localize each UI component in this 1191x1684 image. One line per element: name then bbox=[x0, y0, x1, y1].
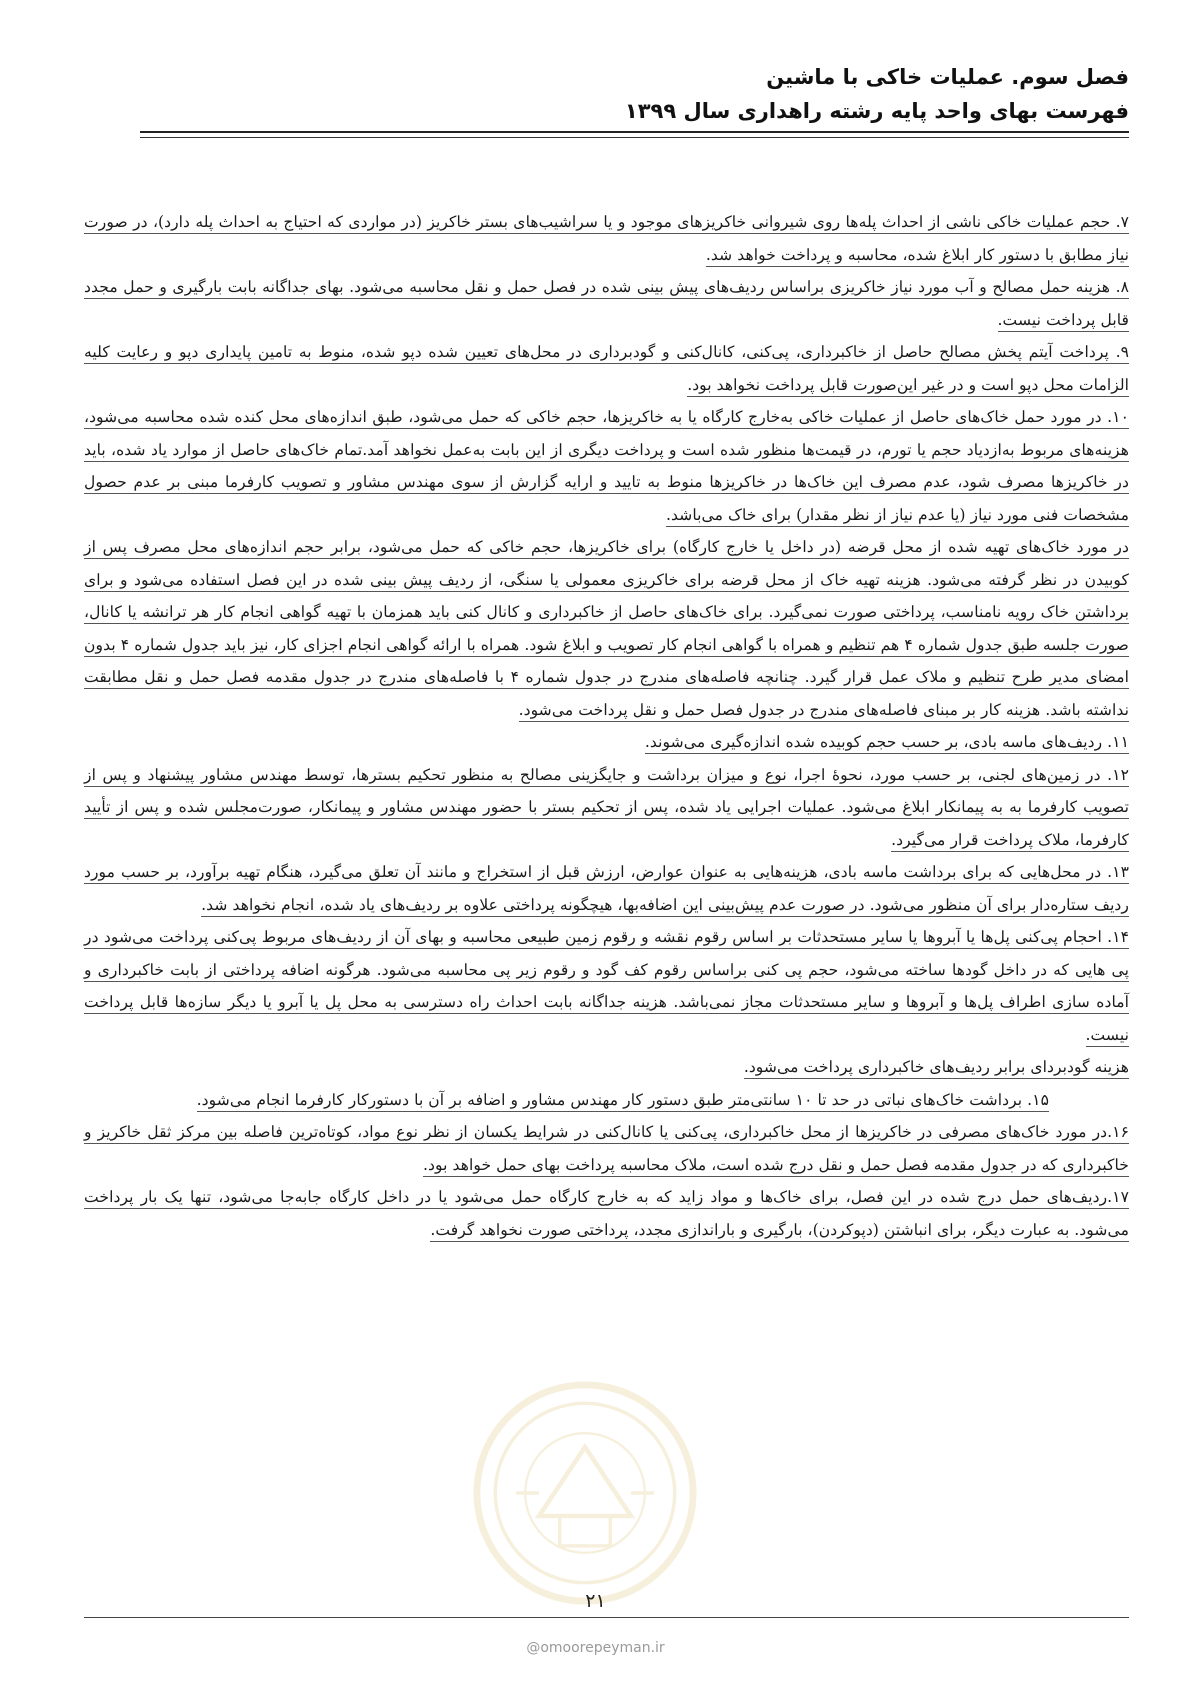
body-text bbox=[84, 206, 1129, 1246]
footer-rule bbox=[84, 1617, 1129, 1618]
paragraph-14: ۱۴. احجام پی‌کنی پل‌ها یا آبروها یا سایر مستحدثات بر اساس رقوم نقشه و رقوم زمین طبیعی محاسبه و بهای آن از ردیف‌های مربوط پی‌کنی پرداخت می‌شود در پی هایی که در داخل گودها ساخته می‌شود، حجم پی کنی براساس رقوم کف گود و رقوم زیر پی محاسبه می‌شود. هرگونه اضافه پرداختی از بابت خاکبرداری و آماده سازی اطراف پل‌ها و آبروها و سایر مستحدثات مجاز نمی‌باشد. هزینه جداگانه بابت احداث راه دسترسی به محل پل یا آبرو یا دیگر سازه‌ها قابل پرداخت نیست. bbox=[84, 921, 1129, 1051]
paragraph-excavation-cost: هزینه گودبردای برابر ردیف‌های خاکبرداری پرداخت می‌شود. bbox=[84, 1051, 1129, 1084]
paragraph-7: ۷. حجم عملیات خاکی ناشی از احداث پله‌ها روی شیروانی خاکریزهای موجود و یا سراشیب‌های بستر خاکریز (در مواردی که احتیاج به احداث پله دارد)، در صورت نیاز مطابق با دستور کار ابلاغ شده، محاسبه و پرداخت خواهد شد. bbox=[84, 206, 1129, 271]
paragraph-10: ۱۰. در مورد حمل خاک‌های حاصل از عملیات خاکی به‌خارج کارگاه یا به خاکریزها، حجم خاکی که حمل می‌شود، طبق اندازه‌های محل کنده شده محاسبه می‌شود، هزینه‌های مربوط به‌ازدیاد حجم یا تورم، در قیمت‌ها منظور شده است و پرداخت دیگری از این بابت به‌عمل نخواهد آمد.تمام خاک‌های حاصل از موارد یاد شده، باید در خاکریزها مصرف شود، عدم مصرف این خاک‌ها در خاکریزها منوط به تایید و ارایه گزارش از سوی مهندس مشاور و تصویب کارفرما مبنی بر عدم حصول مشخصات فنی مورد نیاز (یا عدم نیاز از نظر مقدار) برای خاک می‌باشد. bbox=[84, 401, 1129, 531]
paragraph-17: ۱۷.ردیف‌های حمل درج شده در این فصل، برای خاک‌ها و مواد زاید که به خارج کارگاه حمل می‌شود یا در داخل کارگاه جابه‌جا می‌شود، تنها یک بار پرداخت می‌شود. به عبارت دیگر، برای انباشتن (دپوکردن)، بارگیری و باراندازی مجدد، پرداختی صورت نخواهد گرفت. bbox=[84, 1181, 1129, 1246]
document-title: فهرست بهای واحد پایه رشته راهداری سال ۱۳۹۹ bbox=[624, 99, 1129, 123]
paragraph-8: ۸. هزینه حمل مصالح و آب مورد نیاز خاکریزی براساس ردیف‌های پیش بینی شده در فصل حمل و نقل محاسبه می‌شود. بهای جداگانه بابت بارگیری و حمل مجدد قابل پرداخت نیست. bbox=[84, 271, 1129, 336]
paragraph-12: ۱۲. در زمین‌های لجنی، بر حسب مورد، نحوهٔ اجرا، نوع و میزان برداشت و جایگزینی مصالح به منظور تحکیم بسترها، توسط مهندس مشاور پیشنهاد و پس از تصویب کارفرما به به پیمانکار ابلاغ می‌شود. عملیات اجرایی یاد شده، پس از تحکیم بستر با حضور مهندس مشاور و پیمانکار، صورت‌مجلس شده و پس از تأیید کارفرما، ملاک پرداخت قرار می‌گیرد. bbox=[84, 759, 1129, 857]
header-rule-thin bbox=[140, 137, 1129, 138]
page-header bbox=[140, 60, 1129, 128]
paragraph-15: ۱۵. برداشت خاک‌های نباتی در حد تا ۱۰ سانتی‌متر طبق دستور کار مهندس مشاور و اضافه بر آن با دستورکار کارفرما انجام می‌شود. bbox=[84, 1084, 1129, 1117]
watermark-url: @omoorepeyman.ir bbox=[526, 1640, 665, 1656]
header-rule-thick bbox=[140, 131, 1129, 133]
paragraph-9: ۹. پرداخت آیتم پخش مصالح حاصل از خاکبرداری، پی‌کنی، کانال‌کنی و گودبرداری در محل‌های تعیین شده دپو شده، منوط به تامین پایداری دپو و رعایت کلیه الزامات محل دپو است و در غیر این‌صورت قابل پرداخت نخواهد بود. bbox=[84, 336, 1129, 401]
paragraph-borrow-soil: در مورد خاک‌های تهیه شده از محل قرضه (در داخل یا خارج کارگاه) برای خاکریزها، حجم خاکی که حمل می‌شود، برابر حجم اندازه‌های محل مصرف پس از کوبیدن در نظر گرفته می‌شود. هزینه تهیه خاک از محل قرضه برای خاکریزی معمولی یا سنگی، از ردیف پیش بینی شده در این فصل استفاده می‌شود و برای برداشتن خاک رویه نامناسب، پرداختی صورت نمی‌گیرد. برای خاک‌های حاصل از خاکبرداری و کانال کنی باید همزمان با تهیه گواهی انجام کار هر ترانشه یا کانال، صورت جلسه طبق جدول شماره ۴ هم تنظیم و همراه با گواهی انجام کار تصویب و ابلاغ شود. همراه با ارائه گواهی انجام اجزای کار، نیز باید جدول شماره ۴ بدون امضای مدیر طرح تنظیم و ملاک عمل قرار گیرد. چنانچه فاصله‌های مندرج در جدول شماره ۴ با فاصله‌های مندرج در جدول مقدمه فصل حمل و نقل مطابقت نداشته باشد. هزینه کار بر مبنای فاصله‌های مندرج در جدول فصل حمل و نقل پرداخت می‌شود. bbox=[84, 531, 1129, 726]
paragraph-13: ۱۳. در محل‌هایی که برای برداشت ماسه بادی، هزینه‌هایی به عنوان عوارض، ارزش قبل از استخراج و مانند آن تعلق می‌گیرد، هنگام تهیه برآورد، بر حسب مورد ردیف ستاره‌دار برای آن منظور می‌شود. در صورت عدم پیش‌بینی این اضافه‌بها، هیچگونه پرداختی علاوه بر ردیف‌های یاد شده، انجام نخواهد شد. bbox=[84, 856, 1129, 921]
paragraph-16: ۱۶.در مورد خاک‌های مصرفی در خاکریزها از محل خاکبرداری، پی‌کنی یا کانال‌کنی در شرایط یکسان از نظر نوع مواد، کوتاه‌ترین فاصله بین مرکز ثقل خاکریز و خاکبرداری که در جدول مقدمه فصل حمل و نقل درج شده است، ملاک محاسبه پرداخت بهای حمل خواهد بود. bbox=[84, 1116, 1129, 1181]
watermark-seal-icon bbox=[470, 1378, 700, 1608]
page-number: ۲۱ bbox=[585, 1590, 606, 1612]
paragraph-11: ۱۱. ردیف‌های ماسه بادی، بر حسب حجم کوبیده شده اندازه‌گیری می‌شوند. bbox=[84, 726, 1129, 759]
chapter-title: فصل سوم. عملیات خاکی با ماشین bbox=[766, 65, 1129, 89]
